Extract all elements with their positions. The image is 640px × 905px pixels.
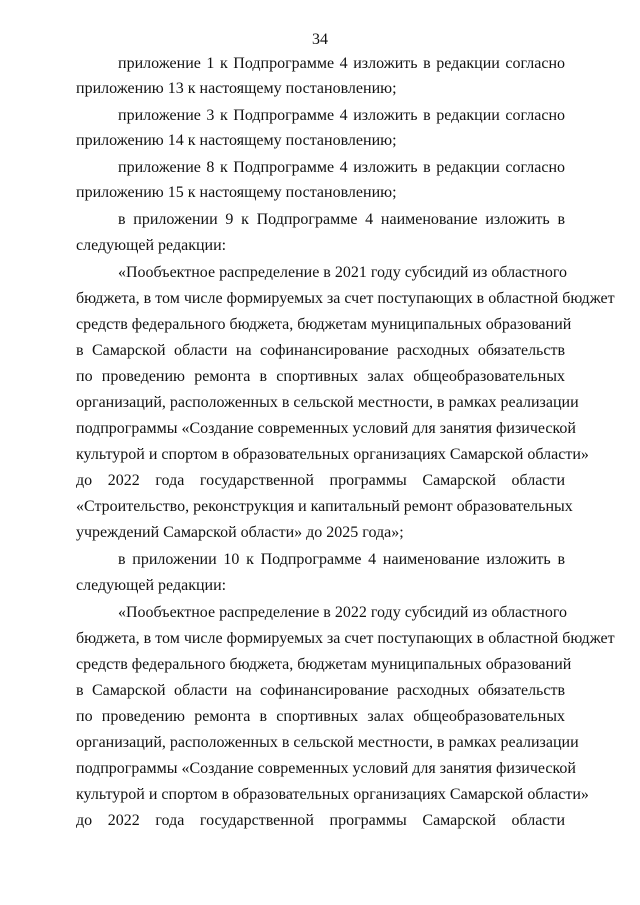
text-line: организаций, расположенных в сельской местности, в рамках реализации	[76, 394, 579, 411]
text-line: «Пообъектное распределение в 2021 году субсидий из областного	[118, 264, 567, 281]
text-line: культурой и спортом в образовательных организациях Самарской области»	[76, 446, 589, 463]
text-line: приложению 14 к настоящему постановлению;	[76, 132, 397, 149]
text-line: до 2022 года государственной программы Самарской области	[76, 812, 565, 829]
text-line: учреждений Самарской области» до 2025 года»;	[76, 524, 404, 541]
text-line: в Самарской области на софинансирование расходных обязательств	[76, 682, 565, 699]
text-line: в приложении 9 к Подпрограмме 4 наименование изложить в	[118, 211, 565, 228]
text-line: следующей редакции:	[76, 577, 227, 594]
text-line: организаций, расположенных в сельской местности, в рамках реализации	[76, 734, 579, 751]
text-line: приложение 3 к Подпрограмме 4 изложить в редакции согласно	[118, 107, 565, 124]
text-line: следующей редакции:	[76, 237, 227, 254]
text-line: по проведению ремонта в спортивных залах общеобразовательных	[76, 708, 565, 725]
text-line: по проведению ремонта в спортивных залах общеобразовательных	[76, 368, 565, 385]
text-line: подпрограммы «Создание современных условий для занятия физической	[76, 760, 576, 777]
text-line: приложению 13 к настоящему постановлению;	[76, 80, 397, 97]
text-line: «Пообъектное распределение в 2022 году субсидий из областного	[118, 604, 567, 621]
text-line: подпрограммы «Создание современных условий для занятия физической	[76, 420, 576, 437]
text-line: средств федерального бюджета, бюджетам муниципальных образований	[76, 316, 572, 333]
text-line: средств федерального бюджета, бюджетам муниципальных образований	[76, 656, 572, 673]
text-line: приложение 8 к Подпрограмме 4 изложить в редакции согласно	[118, 159, 565, 176]
text-line: культурой и спортом в образовательных организациях Самарской области»	[76, 786, 589, 803]
text-line: до 2022 года государственной программы Самарской области	[76, 472, 565, 489]
text-line: «Строительство, реконструкция и капитальный ремонт образовательных	[76, 498, 573, 515]
text-line: приложению 15 к настоящему постановлению;	[76, 184, 397, 201]
text-line: приложение 1 к Подпрограмме 4 изложить в редакции согласно	[118, 55, 565, 72]
text-line: бюджета, в том числе формируемых за счет поступающих в областной бюджет	[76, 290, 615, 307]
text-line: в Самарской области на софинансирование расходных обязательств	[76, 342, 565, 359]
text-line: в приложении 10 к Подпрограмме 4 наименование изложить в	[118, 551, 565, 568]
text-line: бюджета, в том числе формируемых за счет поступающих в областной бюджет	[76, 630, 615, 647]
page-number: 34	[312, 31, 328, 48]
